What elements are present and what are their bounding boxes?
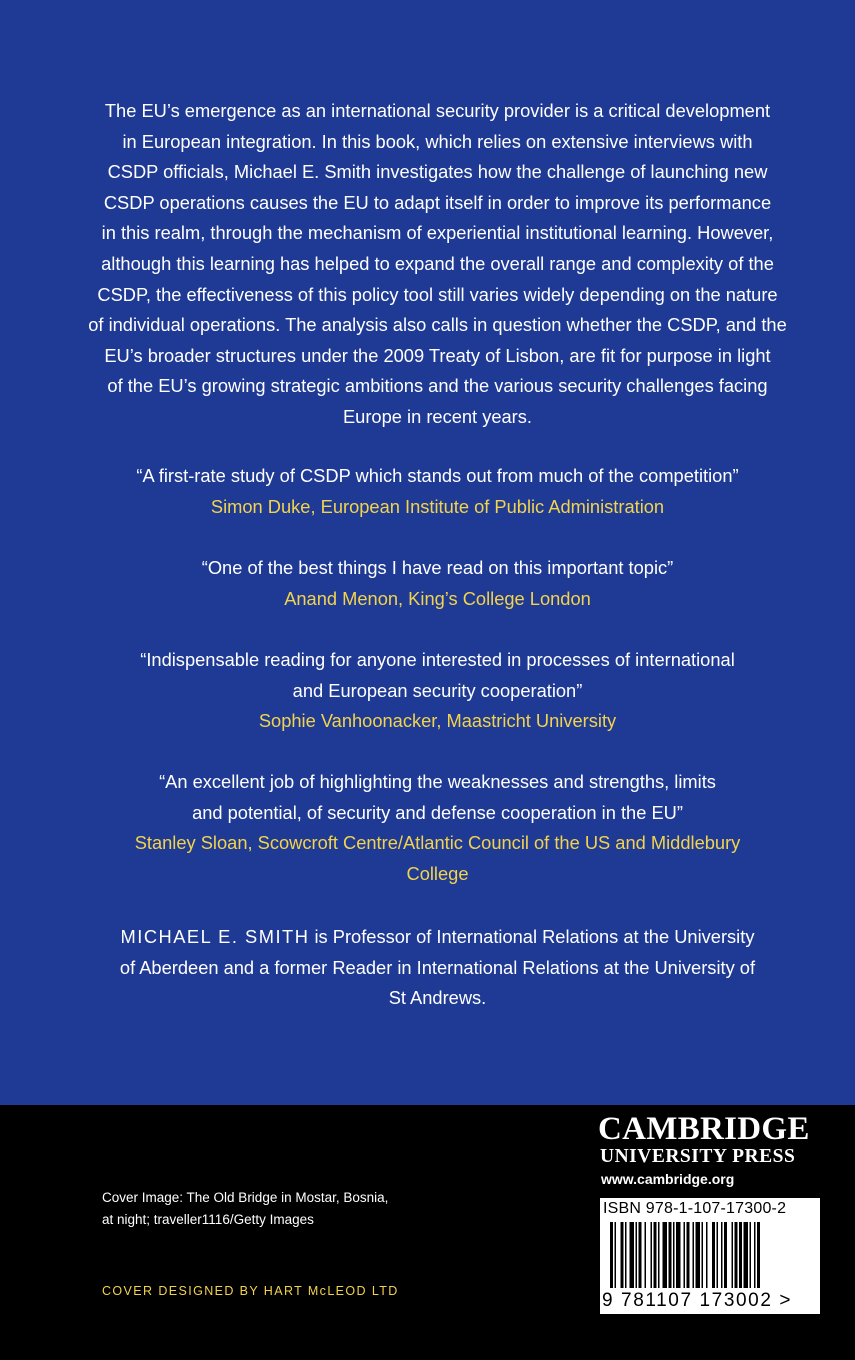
endorsement-author: Simon Duke, European Institute of Public Administration xyxy=(210,495,665,517)
description-line: although this learning has helped to expand the overall range and complexity of the xyxy=(101,252,774,274)
credit-line: Cover Image: The Old Bridge in Mostar, Bosnia, xyxy=(102,1190,389,1205)
description-line: CSDP officials, Michael E. Smith investigates how the challenge of launching new xyxy=(107,161,768,183)
barcode-icon xyxy=(610,1222,810,1292)
book-description xyxy=(70,96,805,433)
description-line: EU’s broader structures under the 2009 Treaty of Lisbon, are fit for purpose in light xyxy=(104,344,771,366)
cover-designer-credit: COVER DESIGNED BY HART McLEOD LTD xyxy=(102,1284,399,1298)
cover-image-credit xyxy=(102,1187,442,1231)
publisher-url: www.cambridge.org xyxy=(601,1171,735,1187)
description-line: in European integration. In this book, which relies on extensive interviews with xyxy=(122,130,753,152)
description-line: CSDP, the effectiveness of this policy tool still varies widely depending on the nature xyxy=(97,283,778,305)
endorsement-quote: and potential, of security and defense cooperation in the EU” xyxy=(192,801,683,823)
endorsement xyxy=(40,767,835,889)
description-line: in this realm, through the mechanism of experiential institutional learning. However, xyxy=(101,222,774,244)
bio-text: St Andrews. xyxy=(388,987,487,1009)
description-line: The EU’s emergence as an international security provider is a critical development xyxy=(104,100,771,121)
endorsement-author: Stanley Sloan, Scowcroft Centre/Atlantic Council of the US and Middlebury xyxy=(134,832,741,854)
author-name: MICHAEL E. SMITH xyxy=(120,926,310,947)
description-line: of the EU’s growing strategic ambitions and the various security challenges facing xyxy=(107,375,768,397)
endorsement-author: College xyxy=(406,862,469,884)
endorsement-author: Anand Menon, King’s College London xyxy=(284,587,591,609)
description-line: CSDP operations causes the EU to adapt itself in order to improve its performance xyxy=(103,191,772,213)
publisher-logo-subtitle: UNIVERSITY PRESS xyxy=(600,1146,796,1167)
description-line: Europe in recent years. xyxy=(342,405,532,427)
credit-line: at night; traveller1116/Getty Images xyxy=(102,1212,314,1227)
endorsement-quote: and European security cooperation” xyxy=(292,679,583,701)
endorsement-quote: “An excellent job of highlighting the weaknesses and strengths, limits xyxy=(159,771,716,792)
bio-text: is Professor of International Relations at the University xyxy=(309,926,755,947)
endorsement xyxy=(40,553,835,614)
publisher-logo: CAMBRIDGE xyxy=(598,1111,810,1147)
endorsement xyxy=(40,645,835,737)
author-bio xyxy=(85,922,790,1014)
ean-number: 9 781107 173002 > xyxy=(602,1290,793,1311)
endorsement-quote: “One of the best things I have read on this important topic” xyxy=(201,557,674,578)
barcode-panel xyxy=(600,1198,820,1314)
endorsement-quote: “A first-rate study of CSDP which stands out from much of the competition” xyxy=(136,465,739,486)
isbn-number: ISBN 978-1-107-17300-2 xyxy=(603,1200,787,1217)
description-line: of individual operations. The analysis also calls in question whether the CSDP, and the xyxy=(88,314,787,336)
endorsement-author: Sophie Vanhoonacker, Maastricht University xyxy=(258,710,617,732)
endorsement xyxy=(40,461,835,522)
bio-text: of Aberdeen and a former Reader in International Relations at the University of xyxy=(119,956,756,978)
endorsement-quote: “Indispensable reading for anyone interested in processes of international xyxy=(140,649,735,670)
